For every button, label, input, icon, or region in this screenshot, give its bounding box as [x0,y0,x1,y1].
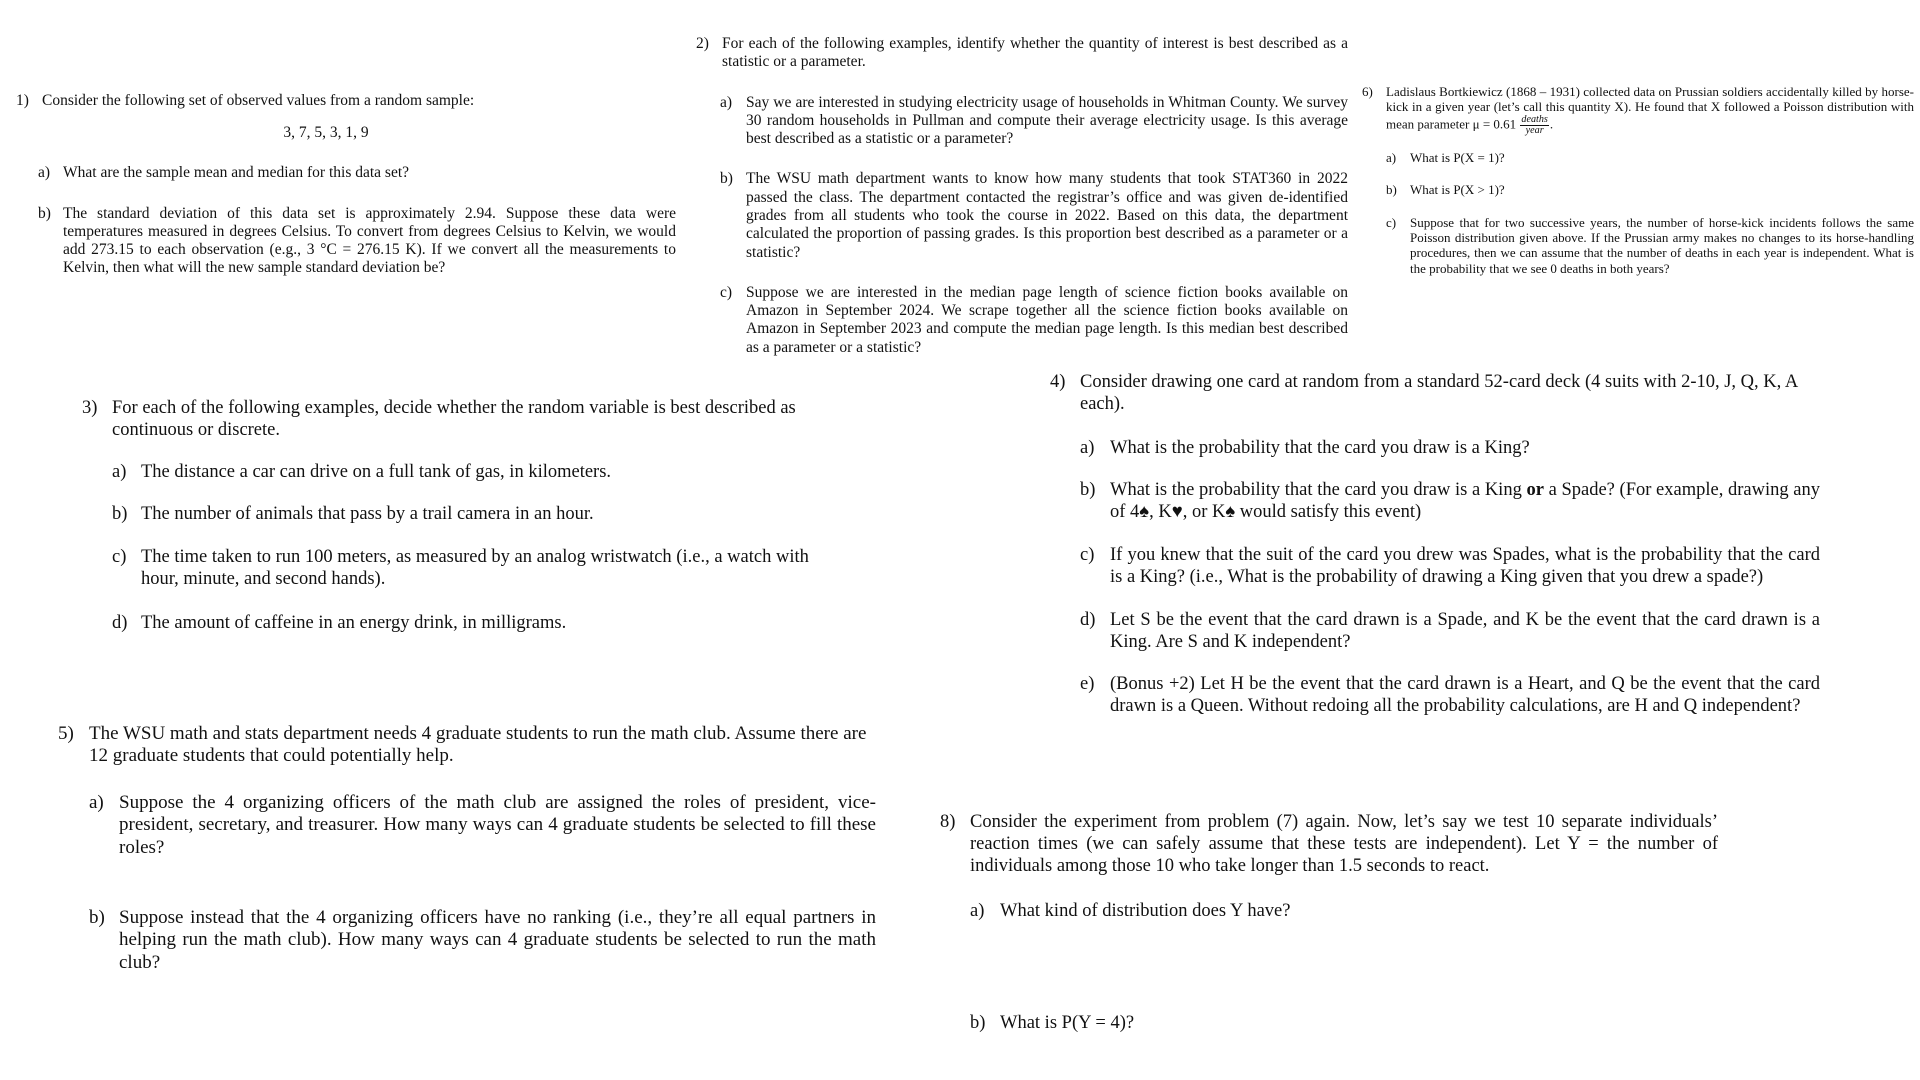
problem-8-part-a [970,901,1718,923]
part-label: b) [1080,480,1096,501]
problem-2 [696,35,1348,357]
problem-3-part-c [112,547,830,591]
problem-2-part-b [720,170,1348,261]
problem-4-part-a [1080,438,1820,460]
part-label: b) [112,504,128,525]
problem-text [1386,84,1914,136]
part-label: c) [1386,214,1397,230]
part-text: What kind of distribution does Y have? [1000,901,1291,922]
problem-6-part-a [1386,150,1914,165]
problem-number: 3) [82,398,98,418]
problem-text: For each of the following examples, decide whether the random variable is best described as continuous or discrete. [112,398,796,440]
problem-3 [82,398,830,635]
part-text: Suppose instead that the 4 organizing officers have no ranking (i.e., they’re all equal partners in helping run the math club). How many ways can 4 graduate students be selected to run the math club? [119,907,876,973]
part-text: What are the sample mean and median for this data set? [63,164,410,182]
part-label: a) [1080,437,1095,458]
problem-text-main: Ladislaus Bortkiewicz (1868 – 1931) collected data on Prussian soldiers accidentally killed by horse-kick in a given year (let’s call this quantity X). He found that X followed a Poisson distribution with mean parameter μ = 0.61 [1386,84,1914,132]
part-label: d) [1080,609,1096,630]
part-text: Say we are interested in studying electricity usage of households in Whitman County. We survey 30 random households in Pullman and compute their average electricity usage. Is this average best described as a statistic or a parameter? [746,93,1348,148]
part-label: b) [89,907,105,929]
part-text: Suppose that for two successive years, the number of horse-kick incidents follows the same Poisson distribution given above. If the Prussian army makes no changes to its horse-handling procedures, then we can assume that the number of deaths in each year is independent. What is the probability that we see 0 deaths in both years? [1410,214,1914,276]
problem-8-part-b [970,1013,1718,1035]
problem-1-part-b [38,205,676,278]
part-text: Suppose the 4 organizing officers of the math club are assigned the roles of president, vice-president, secretary, and treasurer. How many ways can 4 graduate students be selected to fill these roles? [119,791,876,858]
problem-5-part-b [89,907,876,974]
part-text: The time taken to run 100 meters, as measured by an analog wristwatch (i.e., a watch with hour, minute, and second hands). [141,547,809,590]
problem-number: 5) [58,723,74,744]
part-text: The WSU math department wants to know how many students that took STAT360 in 2022 passed the class. The department contacted the registrar’s office and was given de-identified grades from all students who took the course in 2022. Based on this data, the department calculated the proportion of passing grades. Is this proportion best described as a parameter or a statistic? [746,170,1348,261]
problem-number: 1) [16,92,29,109]
part-text-start: What is the probability that the card you draw is a King [1110,480,1522,501]
problem-2-prompt [696,35,1348,72]
problem-3-part-d [112,613,830,635]
rate-fraction [1520,115,1548,136]
problem-1 [16,92,676,278]
part-label: a) [720,93,733,111]
problem-5-part-a [89,792,876,859]
data-values: 3, 7, 5, 3, 1, 9 [283,124,369,142]
problem-2-part-c [720,284,1348,357]
problem-1-part-a [38,164,676,182]
problem-4 [1050,372,1820,718]
part-label: c) [1080,545,1095,566]
problem-4-part-c [1080,545,1820,589]
part-label: b) [1386,182,1397,198]
problem-6-prompt [1362,84,1914,136]
problem-8 [940,812,1718,1035]
part-label: b) [720,170,733,188]
part-text: The standard deviation of this data set is approximately 2.94. Suppose these data were temperatures measured in degrees Celsius. To convert from degrees Celsius to Kelvin, we would add 273.15 to each observation (e.g., 3 °C = 276.15 K). If we convert all the measurements to Kelvin, then what will the new sample standard deviation be? [63,204,676,277]
part-label: c) [112,547,127,568]
part-text: If you knew that the suit of the card you drew was Spades, what is the probability that the card is a King? (i.e., What is the probability of drawing a King given that you drew a spade?) [1110,545,1820,587]
part-text-end: a Spade? (For example, drawing any of 4♠, K♥, or K♠ would satisfy this event) [1110,480,1820,523]
part-text: What is P(X = 1)? [1410,149,1505,165]
problem-4-part-d [1080,610,1820,654]
problem-6-part-b [1386,182,1914,197]
problem-4-part-e [1080,674,1820,718]
part-text: (Bonus +2) Let H be the event that the card drawn is a Heart, and Q be the event that the card drawn is a Queen. Without redoing all the probability calculations, are H and Q independent? [1110,674,1820,717]
problem-3-part-b [112,504,830,526]
problem-8-prompt [940,812,1718,877]
problem-4-part-b [1080,480,1820,524]
problem-text-end: . [1549,116,1554,132]
problem-text: Consider the experiment from problem (7) again. Now, let’s say we test 10 separate individuals’ reaction times (we can safely assume that these tests are independent). Let Y = the number of individuals among those 10 who take longer than 1.5 seconds to react. [970,812,1718,876]
problem-text: The WSU math and stats department needs 4 graduate students to run the math club. Assume there are 12 graduate students that could potentially help. [89,723,867,767]
problem-number: 8) [940,812,956,832]
fraction-numerator: deaths [1521,113,1548,125]
part-text: The number of animals that pass by a trail camera in an hour. [141,504,594,525]
problem-6-part-c [1386,215,1914,276]
problem-number: 4) [1050,372,1066,392]
part-text-emphasis: or [1526,480,1544,501]
part-text: What is the probability that the card you draw is a King? [1110,437,1530,458]
part-label: a) [1386,149,1397,165]
problem-5-prompt [58,723,876,768]
problem-4-prompt [1050,372,1820,416]
part-text: Let S be the event that the card drawn is a Spade, and K be the event that the card drawn is a King. Are S and K independent? [1110,609,1820,652]
problem-2-part-a [720,94,1348,149]
problem-5 [58,723,876,974]
problem-6 [1362,84,1914,276]
part-label: a) [38,164,51,182]
fraction-denominator: year [1525,124,1544,136]
part-label: c) [720,283,733,301]
part-label: a) [970,901,985,922]
problem-number: 6) [1362,84,1373,99]
part-text: Suppose we are interested in the median page length of science fiction books available on Amazon in September 2024. We scrape together all the science fiction books available on Amazon in September 2023 and compute the median page length. Is this median best described as a parameter or a statistic? [746,283,1348,356]
part-text: The amount of caffeine in an energy drink, in milligrams. [141,612,567,633]
problem-text: For each of the following examples, identify whether the quantity of interest is best described as a statistic or a parameter. [722,35,1348,71]
part-label: a) [112,461,127,482]
part-text: What is P(X > 1)? [1410,182,1505,198]
part-label: a) [89,791,104,813]
part-label: e) [1080,674,1095,695]
part-label: b) [970,1013,986,1034]
problem-3-prompt [82,398,830,442]
problem-number: 2) [696,35,709,52]
problem-text: Consider drawing one card at random from a standard 52-card deck (4 suits with 2-10, J, Q, K, A each). [1080,372,1798,414]
problem-text: Consider the following set of observed values from a random sample: [42,92,475,109]
part-text [1110,480,1820,524]
part-label: b) [38,204,51,222]
problem-3-part-a [112,462,830,484]
part-text: The distance a car can drive on a full tank of gas, in kilometers. [141,461,612,482]
part-label: d) [112,612,128,633]
problem-1-prompt [16,92,676,110]
part-text: What is P(Y = 4)? [1000,1013,1135,1034]
